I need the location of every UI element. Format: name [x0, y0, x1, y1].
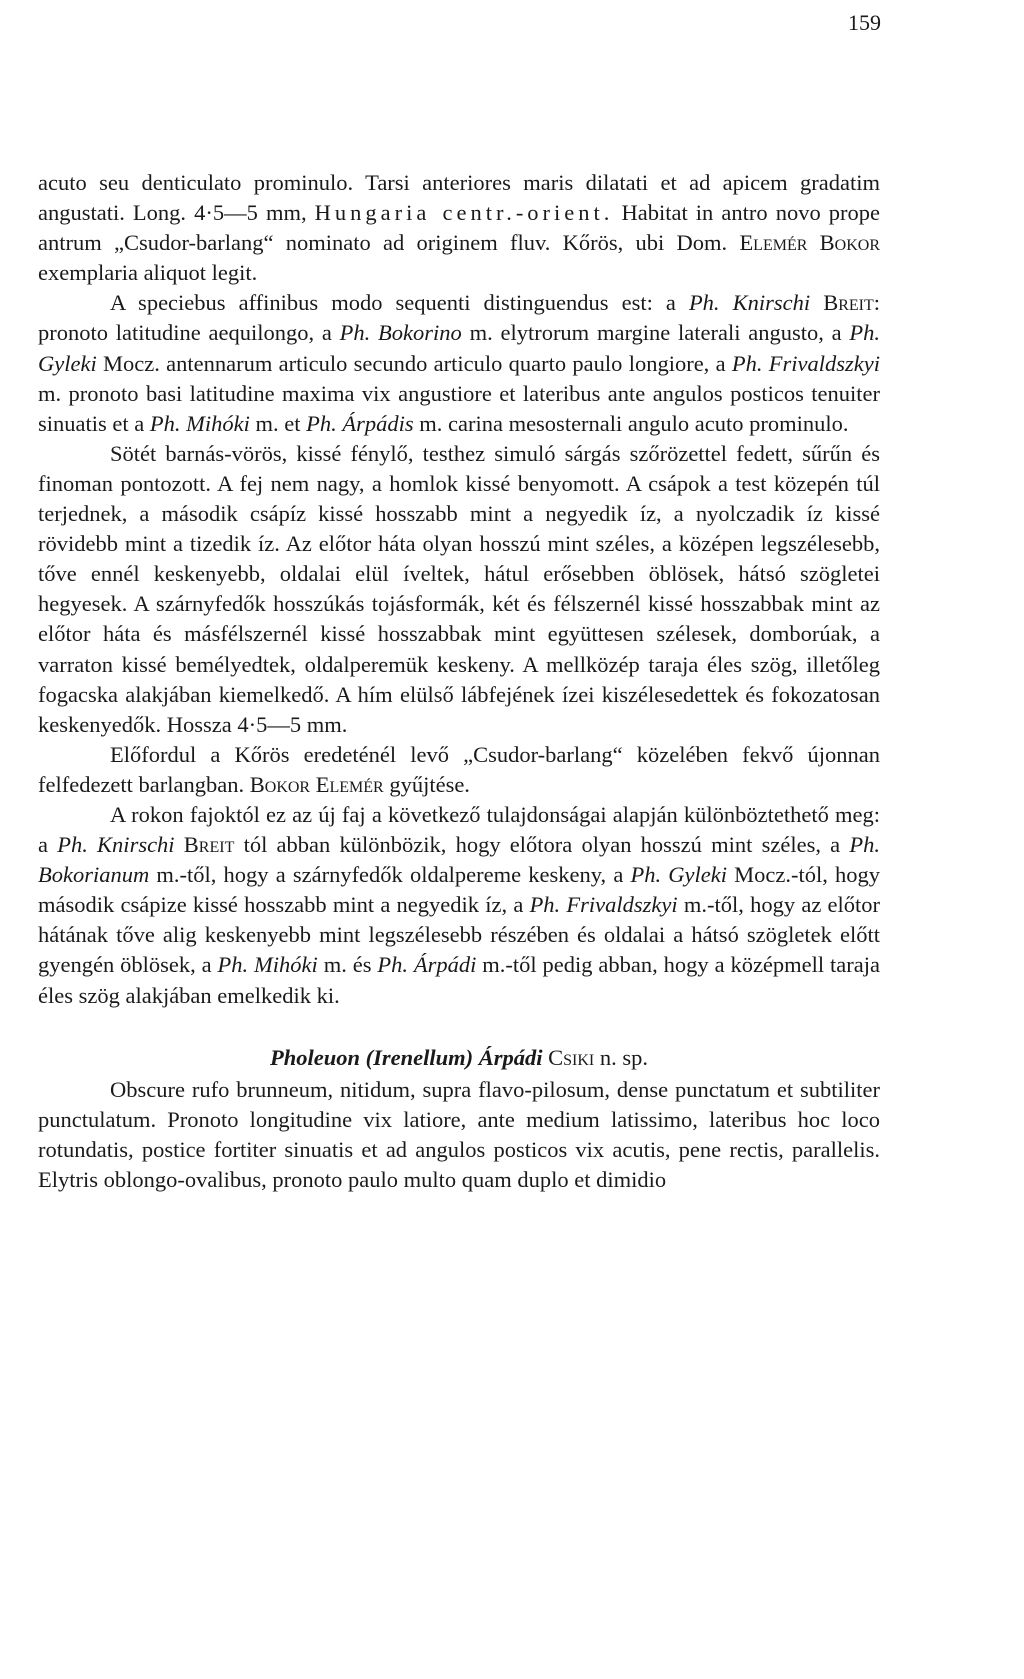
text-span: A speciebus affinibus modo sequenti distinguendus est: a — [110, 290, 676, 316]
locality-country: Hungaria centr.-orient. — [314, 200, 614, 226]
text-span: A rokon fajoktól ez az új faj a következő tulajdonságai alapján különböztethető meg: a — [38, 801, 880, 858]
text-span: m. pronoto basi latitudine maxima vix angustiore et lateribus ante angulos posticos tenuiter sinuatis et a — [38, 380, 880, 436]
paragraph-latin-comparison — [38, 288, 880, 438]
text-span: m. carina mesosternali angulo acuto prominulo. — [419, 410, 849, 436]
text-span: Előfordul a Kőrös eredeténél levő „Csudor-barlang“ közelében fekvő újonnan felfedezett barlangban. — [38, 741, 880, 797]
text-span: exemplaria aliquot legit. — [38, 260, 258, 286]
paragraph-latin-description-end — [38, 168, 880, 288]
species-name: Ph. Gyleki — [630, 862, 727, 888]
paragraph-occurrence — [38, 740, 880, 800]
species-name: Ph. Mihóki — [217, 952, 318, 978]
text-span: m. és — [323, 952, 372, 978]
text-span: Mocz. antennarum articulo secundo articulo quarto paulo longiore, a — [103, 350, 726, 376]
species-name: Ph. Knirschi — [688, 290, 811, 316]
species-name: Ph. Gyleki — [38, 320, 881, 376]
species-heading-rank: n. sp. — [599, 1044, 649, 1070]
text-span: m.-től pedig abban, hogy a középmell taraja éles szög alakjában emelkedik ki. — [38, 952, 881, 1008]
text-span: Mocz.-tól, hogy második csápize kissé hosszabb mint a negyedik íz, a — [38, 862, 881, 918]
paragraph-hungarian-comparison — [38, 800, 880, 1011]
species-heading — [38, 1043, 880, 1073]
paragraph-new-species-latin: Obscure rufo brunneum, nitidum, supra flavo-pilosum, dense punctatum et subtiliter punctulatum. Pronoto longitudine vix latiore, ante medium latissimo, lateribus hoc loco rotundatis, postice fortiter sinuatis et ad angulos posticos vix acutis, pene rectis, parallelis. Elytris oblongo-ovalibus, pronoto paulo multo quam duplo et dimidio — [38, 1076, 880, 1192]
body-text — [38, 168, 880, 1195]
text-span: : pronoto latitudine aequilongo, a — [38, 290, 881, 346]
collector-name: Bokor Elemér — [249, 771, 384, 797]
species-name: Ph. Frivaldszkyi — [731, 350, 881, 376]
species-name: Ph. Bokorino — [339, 320, 462, 346]
text-span: gyűjtése. — [389, 771, 470, 797]
species-name: Ph. Bokorianum — [38, 832, 881, 888]
species-name: Ph. Frivaldszkyi — [529, 892, 678, 918]
species-name: Ph. Árpádi — [377, 952, 477, 978]
author-name: Breit — [183, 832, 235, 858]
species-name: Ph. Árpádis — [306, 410, 414, 436]
text-span: tól abban különbözik, hogy előtora olyan hosszú mint széles, a — [243, 832, 841, 858]
text-span: m. et — [255, 410, 301, 436]
species-name: Ph. Knirschi — [57, 832, 175, 858]
page-number: 159 — [848, 10, 881, 35]
paragraph-hungarian-description: Sötét barnás-vörös, kissé fénylő, testhez simuló sárgás szőrözettel fedett, sűrűn és finoman pontozott. A fej nem nagy, a homlok kissé benyomott. A csápok a test közepén túl terjednek, a második csápíz kissé hosszabb mint a negyedik íz, a nyolczadik íz kissé rövidebb mint a tizedik íz. Az előtor háta olyan hosszú mint széles, a középen legszélesebb, tőve ennél keskenyebb, oldalai elül íveltek, hátul erősebben öblösek, hátsó szögletei hegyesek. A szárnyfedők hosszúkás tojásformák, két és félszernél kissé hosszabbak mint az előtor háta és másfélszernél kissé hosszabbak mint együttesen szélesek, domborúak, a varraton kissé bemélyedtek, oldalperemük keskeny. A mellközép taraja éles szög, illetőleg fogacska alakjában kiemelkedő. A hím elülső lábfejének ízei kiszélesedettek és fokozatosan keskenyedők. Hossza 4·5—5 mm. — [38, 440, 880, 737]
text-span: m. elytrorum margine laterali angusto, a — [469, 320, 842, 346]
species-name: Ph. Mihóki — [149, 410, 250, 436]
text-span: Habitat in antro novo prope antrum „Csudor-barlang“ nominato ad originem fluv. Kőrös, ubi Dom. — [38, 200, 880, 256]
species-heading-author: Csiki — [548, 1044, 595, 1070]
collector-name: Elemér Bokor — [739, 230, 881, 256]
text-span: acuto seu denticulato prominulo. Tarsi anteriores maris dilatati et ad apicem gradatim angustati. Long. 4·5—5 mm, — [38, 170, 880, 226]
species-heading-name: Pholeuon (Irenellum) Árpádi — [269, 1044, 543, 1070]
text-span: m.-től, hogy az előtor hátának tőve alig keskenyebb mint legszélesebb részében és oldalai a hátsó szögletek előtt gyengén öblösek, a — [38, 892, 881, 978]
author-name: Breit — [823, 290, 874, 316]
text-span: m.-től, hogy a szárnyfedők oldalpereme keskeny, a — [156, 862, 624, 888]
